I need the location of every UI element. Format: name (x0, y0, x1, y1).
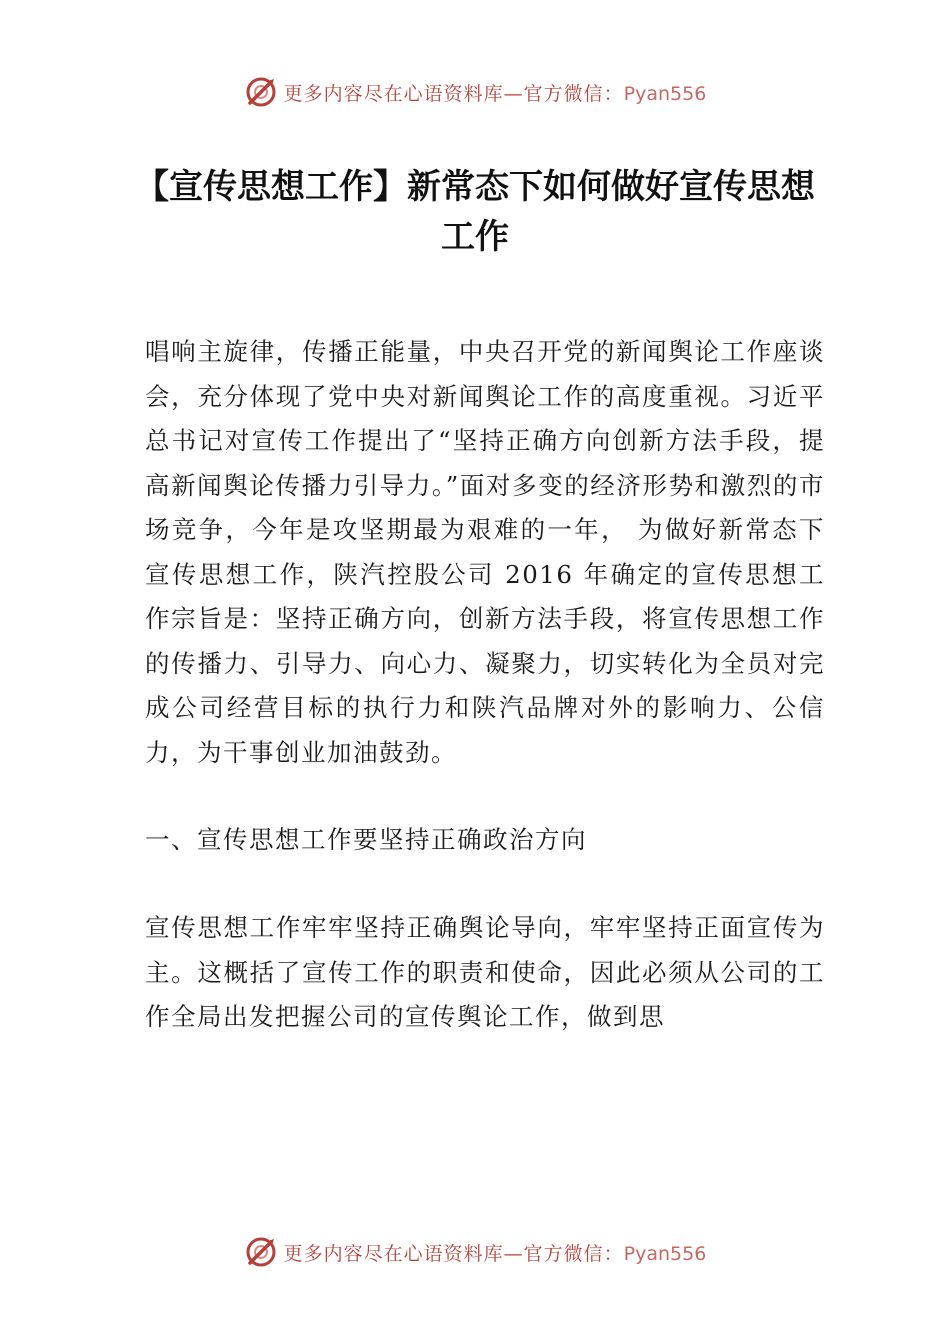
body-paragraph-2: 宣传思想工作牢牢坚持正确舆论导向，牢牢坚持正面宣传为主。这概括了宣传工作的职责和使命，因此必须从公司的工作全局出发把握公司的宣传舆论工作，做到思 (145, 913, 825, 1031)
header-watermark (0, 72, 950, 112)
watermark-text: 更多内容尽在心语资料库—官方微信：Pyan556 (283, 1242, 707, 1265)
section-heading-1: 一、宣传思想工作要坚持正确政治方向 (145, 825, 587, 854)
document-title: 【宣传思想工作】新常态下如何做好宣传思想工作 (135, 167, 815, 257)
library-logo-icon (244, 1235, 278, 1269)
watermark-wechat-id: Pyan556 (623, 82, 707, 105)
watermark-text: 更多内容尽在心语资料库—官方微信：Pyan556 (283, 82, 707, 105)
watermark-wechat-id: Pyan556 (623, 1242, 707, 1265)
library-logo-icon (244, 75, 278, 109)
footer-watermark (0, 1232, 950, 1272)
body-paragraph-1: 唱响主旋律，传播正能量，中央召开党的新闻舆论工作座谈会，充分体现了党中央对新闻舆论工作的高度重视。习近平总书记对宣传工作提出了“坚持正确方向创新方法手段，提高新闻舆论传播力引导力。”面对多变的经济形势和激烈的市场竞争，今年是攻坚期最为艰难的一年， 为做好新常态下宣传思想工作，陕汽控股公司 2016 年确定的宣传思想工作宗旨是：坚持正确方向，创新方法手段，将宣传思想工作的传播力、引导力、向心力、凝聚力，切实转化为全员对完成公司经营目标的执行力和陕汽品牌对外的影响力、公信力，为干事创业加油鼓劲。 (145, 337, 825, 767)
